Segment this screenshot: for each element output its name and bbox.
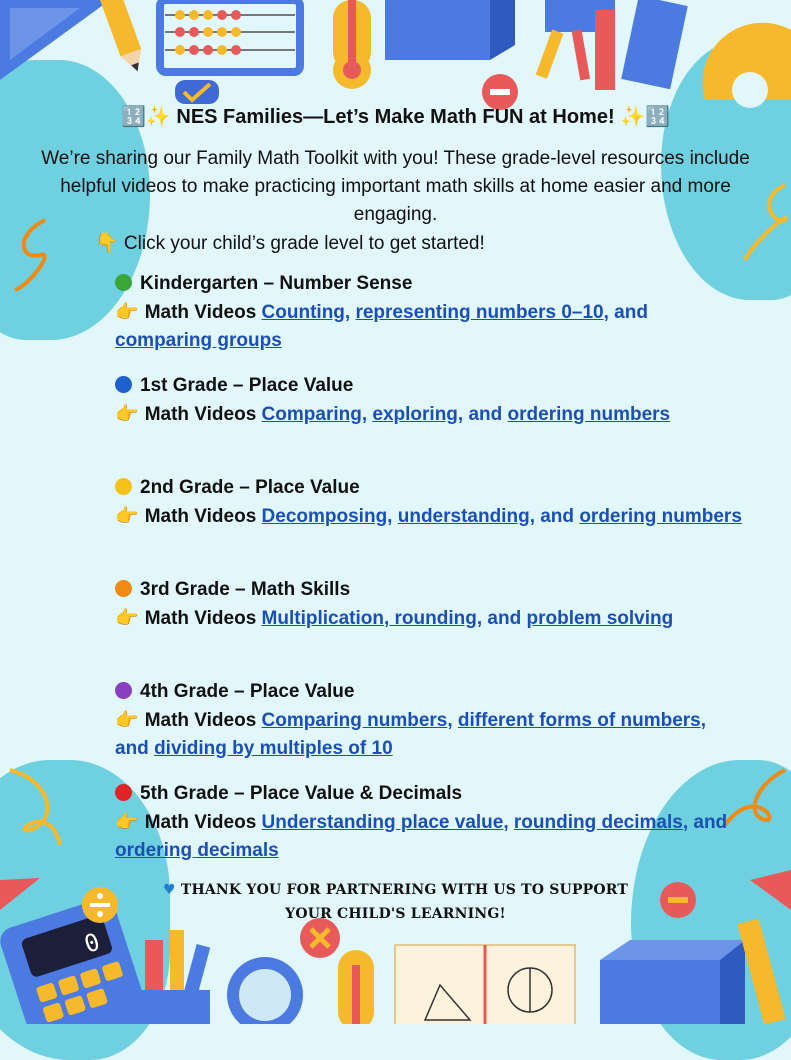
link-separator: , <box>387 506 398 527</box>
grade-heading <box>115 474 745 502</box>
grade-dot-icon <box>115 478 132 495</box>
thermometer-icon <box>333 0 371 89</box>
abacus-icon <box>160 0 300 72</box>
calculator-display: 0 <box>80 927 104 959</box>
link-separator: , and <box>476 608 527 629</box>
link-separator: , <box>344 302 356 323</box>
link-separator: , <box>503 812 514 833</box>
link-separator: , and <box>115 710 707 759</box>
math-videos-label: Math Videos <box>144 404 262 425</box>
video-link[interactable]: Comparing numbers <box>261 710 448 731</box>
pointing-hand-icon: 👉 <box>115 301 145 323</box>
grade-heading-text: 4th Grade – Place Value <box>140 681 355 702</box>
top-decorations <box>0 0 791 110</box>
math-videos-line <box>115 710 706 759</box>
grade-section <box>115 780 745 865</box>
grade-heading <box>115 270 745 298</box>
swirl-bottom-left-icon <box>0 760 70 850</box>
grade-section <box>115 576 745 633</box>
math-videos-label: Math Videos <box>144 608 262 629</box>
video-link[interactable]: ordering decimals <box>115 840 279 861</box>
video-link[interactable]: Comparing <box>261 404 362 425</box>
grade-section <box>115 270 745 355</box>
link-separator: , and <box>603 302 648 323</box>
pencil-cup-bottom-icon <box>135 930 210 1024</box>
grade-dot-icon <box>115 784 132 801</box>
link-separator: , <box>361 404 373 425</box>
video-link[interactable]: representing numbers 0–10 <box>355 302 604 323</box>
video-link[interactable]: ordering numbers <box>507 404 671 425</box>
intro-text: We’re sharing our Family Math Toolkit with you! These grade-level resources include helpful videos to make practicing important math skills at home easier and more engaging. <box>41 148 750 225</box>
grade-heading-text: 2nd Grade – Place Value <box>140 477 360 498</box>
ruler-icon <box>595 10 615 90</box>
thanks-line-1: THANK YOU FOR PARTNERING WITH US TO SUPPORT <box>180 882 628 898</box>
blue-heart-icon: ♥ <box>162 882 176 898</box>
math-videos-label: Math Videos <box>144 506 262 527</box>
grade-heading <box>115 372 745 400</box>
grade-dot-icon <box>115 376 132 393</box>
video-link[interactable]: Understanding place value <box>261 812 504 833</box>
video-link[interactable]: Decomposing <box>261 506 388 527</box>
math-videos-line <box>115 608 673 629</box>
link-separator: , and <box>457 404 508 425</box>
grade-dot-icon <box>115 580 132 597</box>
cube-bottom-icon <box>600 940 745 1024</box>
link-separator: , <box>447 710 458 731</box>
video-link[interactable]: exploring <box>372 404 458 425</box>
thank-you-message <box>0 878 791 926</box>
video-link[interactable]: different forms of numbers <box>457 710 701 731</box>
pointing-hand-icon: 👉 <box>115 403 145 425</box>
grade-dot-icon <box>115 682 132 699</box>
video-link[interactable]: understanding <box>397 506 530 527</box>
notebook-icon <box>395 945 575 1024</box>
grade-heading-text: 3rd Grade – Math Skills <box>140 579 351 600</box>
video-link[interactable]: dividing by multiples of 10 <box>154 738 393 759</box>
grade-section <box>115 678 745 763</box>
grade-heading <box>115 678 745 706</box>
pointing-hand-icon: 👉 <box>115 505 145 527</box>
book-icon <box>621 0 688 89</box>
math-videos-label: Math Videos <box>144 710 262 731</box>
math-videos-line <box>115 506 742 527</box>
math-videos-label: Math Videos <box>144 812 262 833</box>
page-title: 🔢✨ NES Families—Let’s Make Math FUN at Home! ✨🔢 <box>121 106 670 128</box>
video-link[interactable]: ordering numbers <box>579 506 742 527</box>
video-link[interactable]: Multiplication, rounding <box>261 608 477 629</box>
grade-dot-icon <box>115 274 132 291</box>
video-link[interactable]: problem solving <box>526 608 674 629</box>
video-link[interactable]: rounding decimals <box>513 812 683 833</box>
grade-heading <box>115 780 745 808</box>
link-separator: , and <box>529 506 580 527</box>
click-prompt: 👇 Click your child’s grade level to get started! <box>95 233 485 254</box>
pencil-icon <box>100 0 148 75</box>
grade-section <box>115 372 745 429</box>
math-videos-label: Math Videos <box>144 302 262 323</box>
check-badge-icon <box>175 80 219 104</box>
pointing-hand-icon: 👉 <box>115 709 145 731</box>
math-videos-line <box>115 302 648 351</box>
grade-heading-text: Kindergarten – Number Sense <box>140 273 413 294</box>
cube-icon <box>385 0 515 60</box>
math-videos-line <box>115 812 727 861</box>
grade-heading <box>115 576 745 604</box>
grade-heading-text: 1st Grade – Place Value <box>140 375 354 396</box>
math-videos-line <box>115 404 670 425</box>
video-link[interactable]: Counting <box>261 302 345 323</box>
pointing-hand-icon: 👉 <box>115 607 145 629</box>
pointing-hand-icon: 👉 <box>115 811 145 833</box>
thanks-line-2: YOUR CHILD'S LEARNING! <box>285 906 506 922</box>
grade-heading-text: 5th Grade – Place Value & Decimals <box>140 783 463 804</box>
link-separator: , and <box>682 812 728 833</box>
video-link[interactable]: comparing groups <box>115 330 282 351</box>
grade-section <box>115 474 745 531</box>
